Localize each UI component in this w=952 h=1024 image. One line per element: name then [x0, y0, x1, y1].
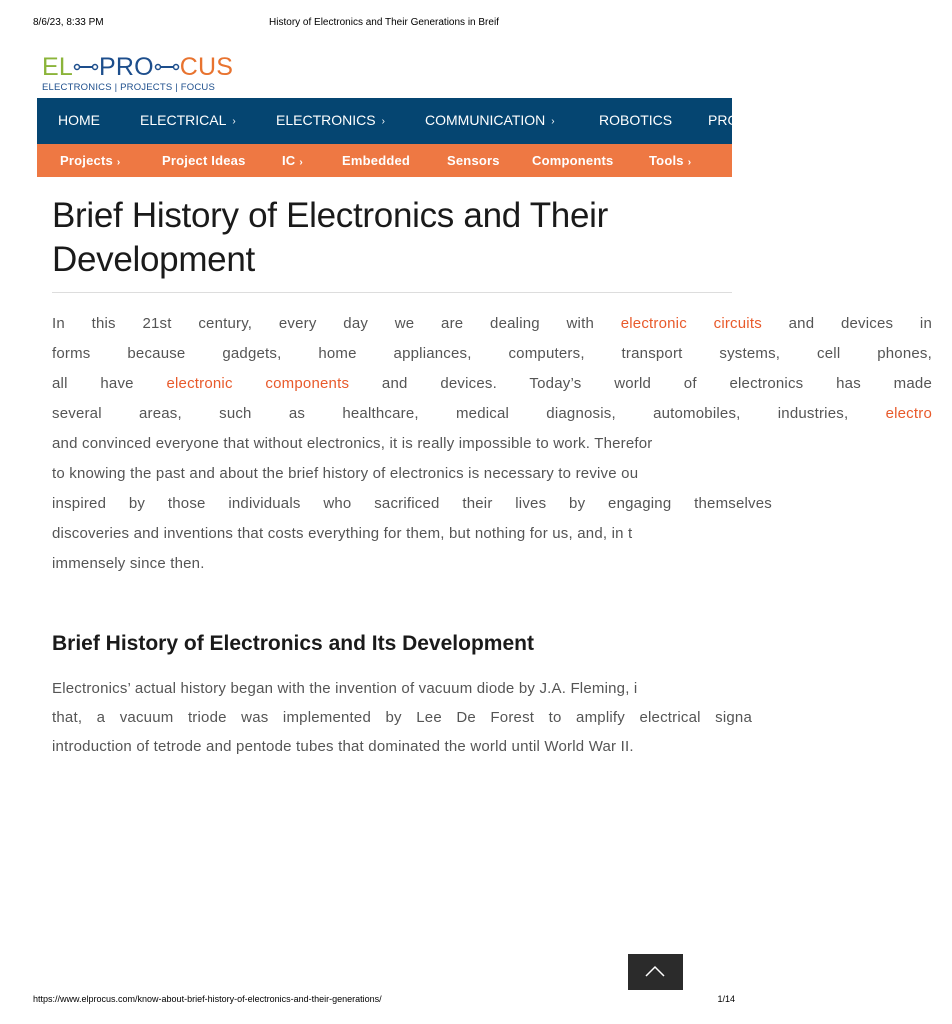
- nav-item-communication[interactable]: [425, 98, 555, 144]
- subnav-label: Sensors: [447, 153, 500, 168]
- link-electronic-circuits[interactable]: electronic circuits: [620, 315, 762, 332]
- print-header: [0, 17, 768, 31]
- paragraph-line: [52, 345, 932, 362]
- nav-label: COMMUNICATION: [425, 112, 546, 128]
- paragraph-line: [52, 525, 632, 542]
- section-heading: Brief History of Electronics and Its Development: [52, 632, 534, 655]
- nav-item-electrical[interactable]: [140, 98, 236, 144]
- main-nav: [37, 98, 739, 144]
- subnav-label: Components: [532, 153, 614, 168]
- paragraph-line: [52, 495, 772, 512]
- logo-connector-icon: [155, 62, 179, 72]
- print-url: https://www.elprocus.com/know-about-brief-history-of-electronics-and-their-generations/: [33, 994, 382, 1004]
- nav-label: PRO: [708, 112, 739, 128]
- link-electronic-components[interactable]: electronic components: [166, 375, 350, 392]
- text-span: and convinced everyone that without electronics, it is really impossible to work. Therefor: [52, 435, 653, 452]
- chevron-right-icon: ›: [116, 157, 121, 168]
- nav-item-robotics[interactable]: [599, 98, 672, 144]
- paragraph-line: [52, 435, 653, 452]
- paragraph-line: introduction of tetrode and pentode tubes that dominated the world until World War II.: [52, 738, 634, 755]
- article-content: [52, 300, 933, 780]
- nav-item-electronics[interactable]: [276, 98, 385, 144]
- chevron-right-icon: ›: [299, 157, 303, 168]
- scroll-to-top-button[interactable]: [628, 954, 683, 990]
- logo-text-cus: CUS: [179, 52, 234, 81]
- subnav-item-project-ideas[interactable]: [162, 144, 246, 177]
- paragraph-line: [52, 315, 932, 332]
- logo-text-el: EL: [42, 52, 73, 81]
- subnav-label: Projects: [60, 153, 113, 168]
- logo-connector-icon: [74, 62, 98, 72]
- chevron-up-icon: [645, 964, 665, 978]
- chevron-right-icon: ›: [381, 116, 385, 127]
- paragraph-line: [52, 465, 638, 482]
- subnav-label: Tools: [649, 153, 684, 168]
- nav-item-projects[interactable]: [708, 98, 738, 144]
- text-span: and devices. Today’s world of electronics has made: [349, 375, 933, 392]
- subnav-item-tools[interactable]: [649, 144, 691, 177]
- text-span: several areas, such as healthcare, medical diagnosis, automobiles, industries,: [52, 405, 886, 422]
- chevron-right-icon: ›: [232, 116, 236, 127]
- paragraph-line: [52, 709, 752, 726]
- subnav-item-sensors[interactable]: [447, 144, 500, 177]
- nav-item-home[interactable]: [58, 98, 100, 144]
- paragraph-line: [52, 375, 932, 392]
- text-span: to knowing the past and about the brief history of electronics is necessary to revive ou: [52, 465, 639, 482]
- subnav-item-components[interactable]: [532, 144, 613, 177]
- chevron-right-icon: ›: [551, 116, 555, 127]
- paragraph-line: Electronics’ actual history began with the invention of vacuum diode by J.A. Fleming, i: [52, 680, 638, 697]
- text-span: inspired by those individuals who sacrificed their lives by engaging themselves: [52, 495, 772, 512]
- nav-label: HOME: [58, 112, 100, 128]
- article-title: [52, 194, 732, 282]
- text-span: immensely since then.: [52, 555, 205, 572]
- logo-text-pro: PRO: [98, 52, 154, 81]
- text-span: forms because gadgets, home appliances, computers, transport systems, cell phones,: [52, 345, 932, 362]
- link-electronics[interactable]: electro: [885, 405, 932, 422]
- paragraph-line: [52, 405, 932, 422]
- text-span: discoveries and inventions that costs everything for them, but nothing for us, and, in t: [52, 525, 633, 542]
- print-page-number: 1/14: [717, 994, 735, 1004]
- paragraph-line: [52, 555, 205, 572]
- subnav-label: Embedded: [342, 153, 411, 168]
- article-title-line: Brief History of Electronics and Their: [52, 196, 608, 235]
- nav-label: ROBOTICS: [599, 112, 673, 128]
- text-span: that, a vacuum triode was implemented by Lee De Forest to amplify electrical signa: [52, 709, 752, 726]
- site-logo[interactable]: [42, 52, 242, 96]
- print-footer: [0, 994, 768, 1008]
- text-span: and devices in: [761, 315, 932, 332]
- subnav-item-projects[interactable]: [60, 144, 120, 177]
- logo-wordmark: [42, 52, 242, 82]
- chevron-right-icon: ›: [687, 157, 692, 168]
- nav-label: ELECTRONICS: [276, 112, 376, 128]
- text-span: all have: [52, 375, 167, 392]
- nav-label: ELECTRICAL: [140, 112, 227, 128]
- subnav-label: IC: [282, 153, 296, 168]
- subnav-item-ic[interactable]: [282, 144, 303, 177]
- subnav-item-embedded[interactable]: [342, 144, 410, 177]
- sub-nav: [37, 144, 732, 177]
- title-divider: [52, 292, 732, 293]
- text-span: In this 21st century, every day we are dealing with: [52, 315, 621, 332]
- logo-tagline: ELECTRONICS | PROJECTS | FOCUS: [42, 82, 215, 93]
- article-title-line: Development: [52, 240, 255, 279]
- subnav-label: Project Ideas: [162, 153, 246, 168]
- print-page-title: History of Electronics and Their Generations in Breif: [269, 17, 499, 28]
- print-date: 8/6/23, 8:33 PM: [33, 17, 104, 28]
